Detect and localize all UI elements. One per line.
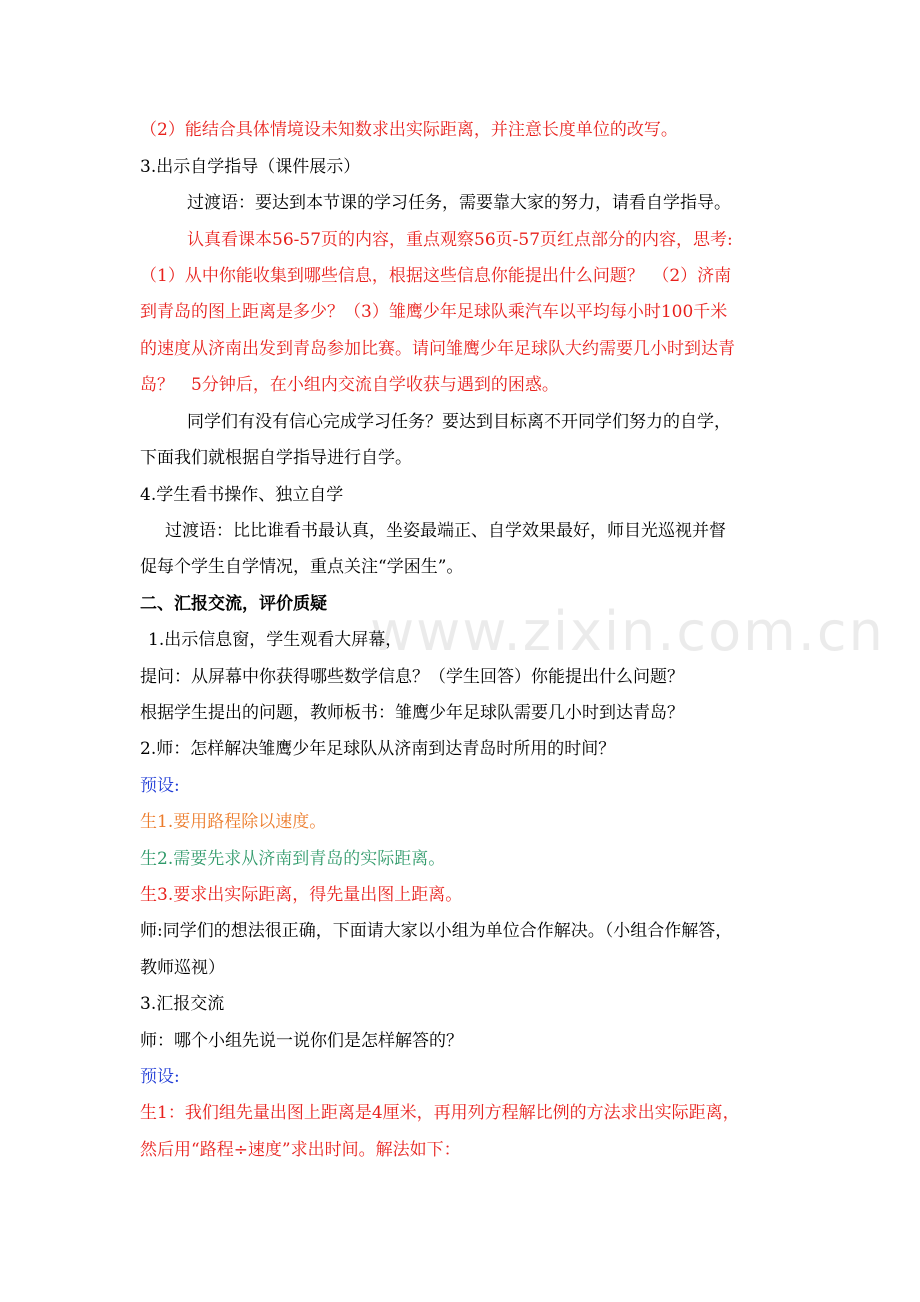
self-study-guide-line-1: 认真看课本56-57页的内容，重点观察56页-57页红点部分的内容，思考: [187,230,733,250]
encouragement-line-2: 下面我们就根据自学指导进行自学。 [140,448,412,468]
watermark: www.zixin.com.cn [370,600,885,663]
teacher-comment-line-1: 师:同学们的想法很正确，下面请大家以小组为单位合作解决。（小组合作解答， [140,921,733,941]
preset-label-2: 预设: [140,1067,180,1087]
student-answer-3: 生3.要求出实际距离，得先量出图上距离。 [140,885,463,905]
student-answer-1: 生1.要用路程除以速度。 [140,812,327,832]
section-2-heading: 二、汇报交流，评价质疑 [140,594,327,614]
teacher-question: 师：哪个小组先说一说你们是怎样解答的？ [140,1031,463,1051]
encouragement-line-1: 同学们有没有信心完成学习任务？要达到目标离不开同学们努力的自学， [187,412,731,432]
transition-text-1: 过渡语：要达到本节课的学习任务，需要靠大家的努力，请看自学指导。 [187,193,731,213]
self-study-guide-line-3: 到青岛的图上距离是多少？（3）雏鹰少年足球队乘汽车以平均每小时100千米 [140,302,728,322]
group-answer-line-1: 生1：我们组先量出图上距离是4厘米，再用列方程解比例的方法求出实际距离， [140,1103,740,1123]
board-writing-text: 根据学生提出的问题，教师板书：雏鹰少年足球队需要几小时到达青岛？ [140,703,684,723]
self-study-guide-line-2: （1）从中你能收集到哪些信息，根据这些信息你能提出什么问题？ （2）济南 [140,266,732,286]
step-4-heading: 4.学生看书操作、独立自学 [140,485,344,505]
objective-2: （2）能结合具体情境设未知数求出实际距离，并注意长度单位的改写。 [140,120,678,140]
step-3-report-heading: 3.汇报交流 [140,994,225,1014]
step-2-text: 2.师：怎样解决雏鹰少年足球队从济南到达青岛时所用的时间？ [140,739,616,759]
step-1-text: 1.出示信息窗，学生观看大屏幕， [148,630,403,650]
student-answer-2: 生2.需要先求从济南到青岛的实际距离。 [140,849,446,869]
question-text: 提问：从屏幕中你获得哪些数学信息？（学生回答）你能提出什么问题？ [140,667,684,687]
preset-label-1: 预设: [140,776,180,796]
transition-text-2-line-2: 促每个学生自学情况，重点关注“学困生”。 [140,557,464,577]
step-3-heading: 3.出示自学指导（课件展示） [140,157,361,177]
self-study-guide-line-5: 岛？ 5分钟后，在小组内交流自学收获与遇到的困惑。 [140,375,559,395]
transition-text-2-line-1: 过渡语：比比谁看书最认真，坐姿最端正、自学效果最好，师目光巡视并督 [165,521,726,541]
self-study-guide-line-4: 的速度从济南出发到青岛参加比赛。请问雏鹰少年足球队大约需要几小时到达青 [140,339,735,359]
group-answer-line-2: 然后用“路程÷速度”求出时间。解法如下： [140,1140,461,1160]
teacher-comment-line-2: 教师巡视） [140,958,225,978]
